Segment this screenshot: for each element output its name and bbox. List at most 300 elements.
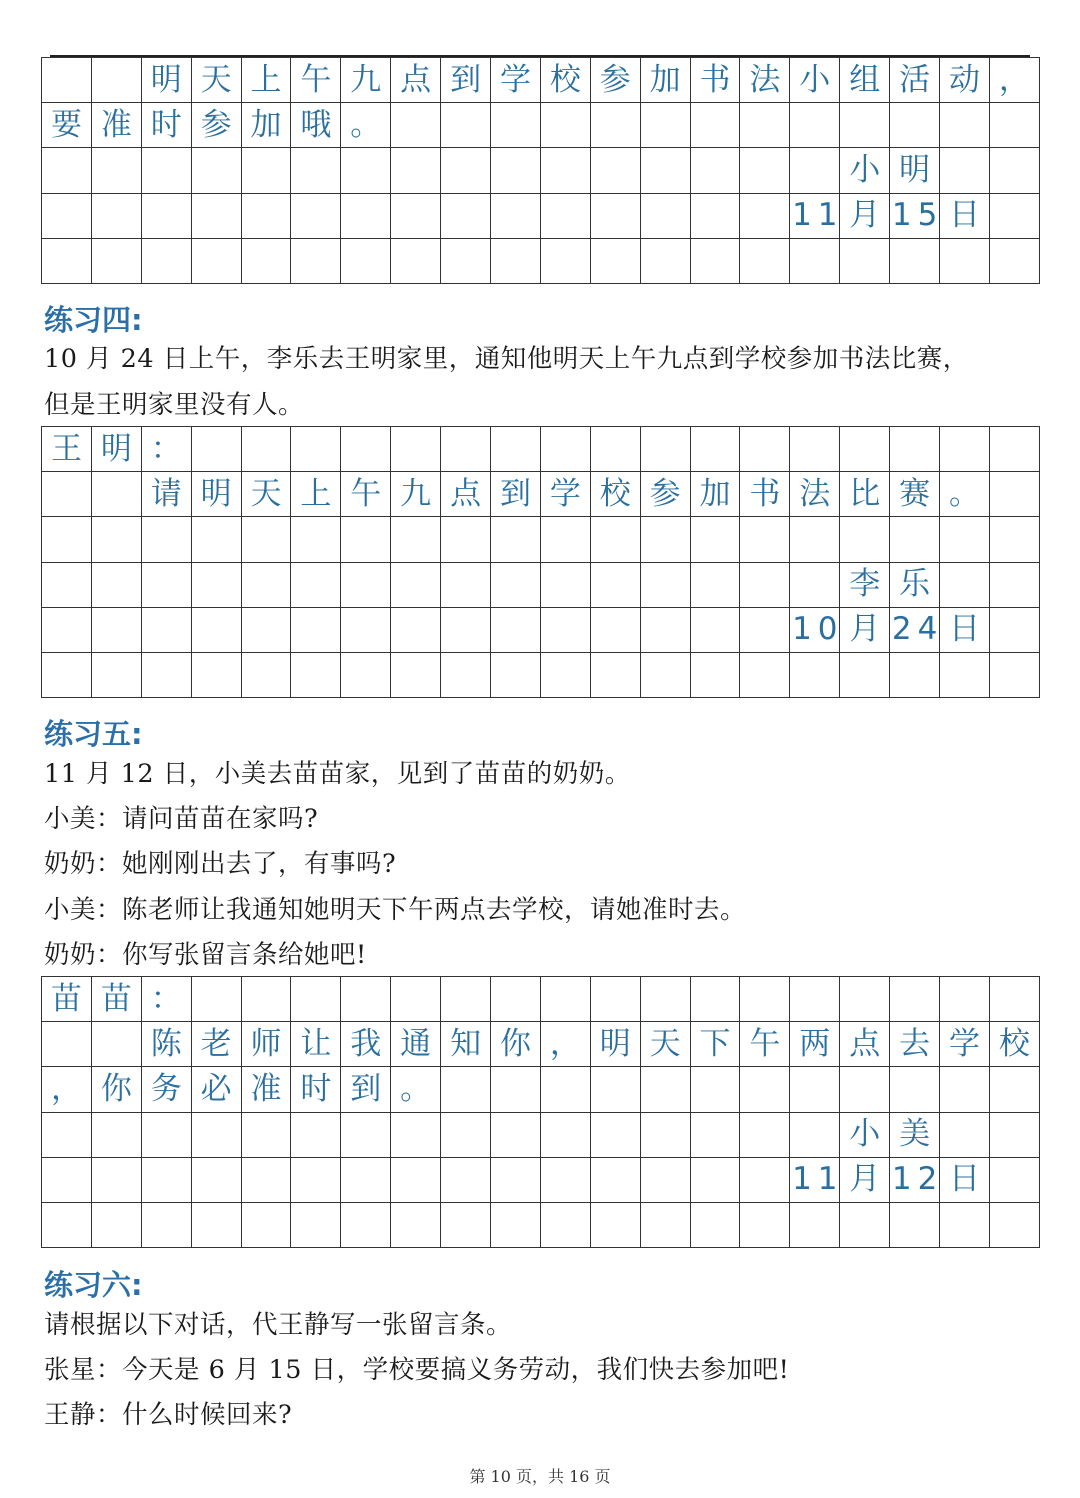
exercise-5-line-3: 奶奶：她刚刚出去了，有事吗? <box>44 849 397 879</box>
grid-cell <box>391 517 441 562</box>
grid-cell <box>441 517 491 562</box>
grid-cell <box>192 977 242 1022</box>
grid-cell <box>242 653 292 698</box>
grid-cell <box>740 148 790 193</box>
grid-cell: 两 <box>790 1022 840 1067</box>
grid-cell: 参 <box>591 58 641 103</box>
grid-cell <box>890 1203 940 1248</box>
grid-cell <box>341 1158 391 1203</box>
grid-cell <box>92 194 142 239</box>
grid-cell <box>691 239 741 284</box>
grid-cell <box>391 977 441 1022</box>
grid-cell <box>691 1158 741 1203</box>
grid-cell: 师 <box>242 1022 292 1067</box>
grid-cell <box>92 653 142 698</box>
grid-cell <box>591 194 641 239</box>
grid-cell <box>940 977 990 1022</box>
grid-cell <box>840 239 890 284</box>
grid-cell <box>42 1158 92 1203</box>
grid-cell <box>441 194 491 239</box>
grid-cell: 必 <box>192 1067 242 1112</box>
grid-cell <box>541 1113 591 1158</box>
grid-cell <box>42 1022 92 1067</box>
grid-cell: 明 <box>192 472 242 517</box>
grid-cell <box>42 517 92 562</box>
grid-cell <box>192 427 242 472</box>
grid-cell <box>591 427 641 472</box>
grid-cell: 要 <box>42 103 92 148</box>
grid-cell: 明 <box>92 427 142 472</box>
grid-cell: 点 <box>840 1022 890 1067</box>
grid-cell <box>192 1113 242 1158</box>
exercise-5-line-4: 小美：陈老师让我通知她明天下午两点去学校，请她准时去。 <box>44 895 747 925</box>
grid-cell: 小 <box>790 58 840 103</box>
grid-cell <box>940 239 990 284</box>
grid-cell <box>790 239 840 284</box>
grid-cell <box>591 1158 641 1203</box>
grid-cell <box>890 517 940 562</box>
grid-cell <box>990 517 1040 562</box>
grid-cell <box>740 103 790 148</box>
grid-cell: ， <box>541 1022 591 1067</box>
grid-cell <box>491 194 541 239</box>
grid-cell <box>740 563 790 608</box>
grid-cell <box>391 103 441 148</box>
grid-cell <box>940 1113 990 1158</box>
grid-cell <box>491 608 541 653</box>
grid-cell <box>641 1158 691 1203</box>
grid-cell <box>291 653 341 698</box>
grid-cell <box>341 517 391 562</box>
grid-cell <box>242 148 292 193</box>
grid-cell: 12 <box>890 1158 940 1203</box>
grid-cell <box>990 427 1040 472</box>
grid-cell <box>441 1067 491 1112</box>
exercise-4-line-1: 10 月 24 日上午，李乐去王明家里，通知他明天上午九点到学校参加书法比赛， <box>44 344 969 374</box>
grid-cell <box>391 1113 441 1158</box>
grid-cell <box>142 1113 192 1158</box>
grid-cell: 美 <box>890 1113 940 1158</box>
grid-cell: 15 <box>890 194 940 239</box>
grid-cell <box>940 653 990 698</box>
grid-cell: 上 <box>242 58 292 103</box>
grid-cell <box>740 427 790 472</box>
grid-cell <box>990 653 1040 698</box>
grid-cell <box>242 563 292 608</box>
grid-cell: 老 <box>192 1022 242 1067</box>
grid-cell <box>491 653 541 698</box>
grid-cell <box>92 472 142 517</box>
grid-cell <box>691 427 741 472</box>
grid-cell <box>441 653 491 698</box>
grid-cell: 加 <box>691 472 741 517</box>
grid-cell <box>541 427 591 472</box>
grid-cell <box>740 1203 790 1248</box>
exercise-5-line-2: 小美：请问苗苗在家吗? <box>44 804 319 834</box>
grid-cell <box>840 103 890 148</box>
grid-cell <box>192 563 242 608</box>
grid-cell <box>641 103 691 148</box>
grid-cell: 明 <box>142 58 192 103</box>
grid-cell <box>740 653 790 698</box>
grid-cell <box>641 563 691 608</box>
exercise-4-heading: 练习四: <box>44 303 143 337</box>
grid-cell: 天 <box>192 58 242 103</box>
grid-cell: 苗 <box>42 977 92 1022</box>
grid-cell <box>840 1203 890 1248</box>
grid-cell: 10 <box>790 608 840 653</box>
grid-cell <box>691 103 741 148</box>
grid-cell: 。 <box>341 103 391 148</box>
grid-cell: 准 <box>92 103 142 148</box>
grid-cell <box>142 1203 192 1248</box>
grid-cell <box>291 1158 341 1203</box>
grid-cell <box>790 148 840 193</box>
grid-cell <box>940 427 990 472</box>
grid-cell <box>491 239 541 284</box>
grid-cell <box>691 653 741 698</box>
grid-cell <box>740 1158 790 1203</box>
grid-cell <box>491 1158 541 1203</box>
grid-cell <box>92 1203 142 1248</box>
grid-cell <box>192 653 242 698</box>
grid-cell <box>990 472 1040 517</box>
grid-cell <box>790 653 840 698</box>
grid-cell <box>441 563 491 608</box>
grid-cell <box>641 1203 691 1248</box>
writing-grid-exercise-4 <box>41 426 1040 698</box>
grid-cell <box>541 563 591 608</box>
grid-cell <box>940 517 990 562</box>
grid-cell <box>691 1067 741 1112</box>
grid-cell <box>990 1113 1040 1158</box>
grid-cell <box>142 517 192 562</box>
grid-cell <box>740 1113 790 1158</box>
grid-cell <box>291 239 341 284</box>
grid-cell <box>341 1203 391 1248</box>
grid-cell <box>242 239 292 284</box>
grid-cell <box>192 608 242 653</box>
grid-cell <box>142 563 192 608</box>
grid-cell <box>491 517 541 562</box>
grid-cell: 月 <box>840 1158 890 1203</box>
grid-cell: 时 <box>291 1067 341 1112</box>
grid-cell: 小 <box>840 1113 890 1158</box>
grid-cell: 李 <box>840 563 890 608</box>
grid-cell <box>42 148 92 193</box>
exercise-6-line-2: 张星：今天是 6 月 15 日，学校要搞义务劳动，我们快去参加吧! <box>44 1355 790 1385</box>
grid-cell <box>192 148 242 193</box>
grid-cell <box>790 427 840 472</box>
grid-cell <box>92 563 142 608</box>
grid-cell <box>341 148 391 193</box>
grid-cell <box>890 239 940 284</box>
grid-cell <box>541 194 591 239</box>
grid-cell <box>391 653 441 698</box>
grid-cell <box>591 608 641 653</box>
grid-cell <box>790 1203 840 1248</box>
grid-cell <box>291 427 341 472</box>
grid-cell <box>142 608 192 653</box>
grid-cell <box>391 239 441 284</box>
grid-cell <box>940 103 990 148</box>
grid-cell <box>242 977 292 1022</box>
grid-cell <box>92 608 142 653</box>
grid-cell <box>291 1113 341 1158</box>
page-footer: 第 10 页，共 16 页 <box>469 1467 611 1486</box>
grid-cell <box>641 653 691 698</box>
grid-cell <box>940 1067 990 1112</box>
grid-cell: 11 <box>790 1158 840 1203</box>
grid-cell: 组 <box>840 58 890 103</box>
grid-cell: 你 <box>491 1022 541 1067</box>
grid-cell <box>242 1158 292 1203</box>
grid-cell: 午 <box>740 1022 790 1067</box>
grid-cell <box>491 148 541 193</box>
grid-cell: ： <box>142 427 192 472</box>
grid-cell <box>591 103 641 148</box>
grid-cell: 24 <box>890 608 940 653</box>
grid-cell <box>441 1203 491 1248</box>
grid-cell: 下 <box>691 1022 741 1067</box>
grid-cell <box>92 517 142 562</box>
grid-cell <box>42 1203 92 1248</box>
grid-cell: 点 <box>391 58 441 103</box>
grid-cell <box>790 977 840 1022</box>
grid-cell: ， <box>42 1067 92 1112</box>
grid-cell: 法 <box>740 58 790 103</box>
grid-cell <box>341 977 391 1022</box>
grid-cell <box>341 1113 391 1158</box>
grid-cell: 到 <box>341 1067 391 1112</box>
grid-cell: 王 <box>42 427 92 472</box>
grid-cell <box>242 517 292 562</box>
exercise-5-line-5: 奶奶：你写张留言条给她吧! <box>44 940 367 970</box>
grid-cell <box>291 563 341 608</box>
writing-grid-exercise-3 <box>41 57 1040 284</box>
grid-cell <box>641 517 691 562</box>
grid-cell <box>242 1203 292 1248</box>
grid-cell: ， <box>990 58 1040 103</box>
grid-cell <box>391 194 441 239</box>
grid-cell <box>591 1203 641 1248</box>
grid-cell <box>740 608 790 653</box>
grid-cell: 明 <box>591 1022 641 1067</box>
grid-cell <box>641 977 691 1022</box>
grid-cell <box>441 608 491 653</box>
grid-cell <box>691 977 741 1022</box>
grid-cell: 。 <box>940 472 990 517</box>
grid-cell <box>42 239 92 284</box>
grid-cell <box>541 1067 591 1112</box>
grid-cell <box>491 563 541 608</box>
grid-cell: 日 <box>940 608 990 653</box>
grid-cell <box>591 653 641 698</box>
grid-cell <box>441 977 491 1022</box>
grid-cell: 陈 <box>142 1022 192 1067</box>
grid-cell <box>242 1113 292 1158</box>
grid-cell: 活 <box>890 58 940 103</box>
grid-cell <box>740 194 790 239</box>
grid-cell <box>491 1203 541 1248</box>
grid-cell <box>990 103 1040 148</box>
grid-cell <box>840 517 890 562</box>
grid-cell <box>391 1203 441 1248</box>
grid-cell: 准 <box>242 1067 292 1112</box>
grid-cell <box>491 427 541 472</box>
grid-cell <box>641 148 691 193</box>
grid-cell <box>990 977 1040 1022</box>
grid-cell: 通 <box>391 1022 441 1067</box>
grid-cell <box>691 148 741 193</box>
writing-grid-exercise-5 <box>41 976 1040 1248</box>
grid-cell <box>591 977 641 1022</box>
grid-cell: 加 <box>242 103 292 148</box>
grid-cell <box>441 239 491 284</box>
grid-cell: 乐 <box>890 563 940 608</box>
grid-cell <box>990 563 1040 608</box>
grid-cell <box>890 427 940 472</box>
grid-cell: ： <box>142 977 192 1022</box>
grid-cell: 点 <box>441 472 491 517</box>
grid-cell: 午 <box>341 472 391 517</box>
grid-cell <box>92 148 142 193</box>
grid-cell <box>541 103 591 148</box>
grid-cell <box>740 239 790 284</box>
grid-cell <box>242 608 292 653</box>
grid-cell <box>641 194 691 239</box>
grid-cell <box>890 653 940 698</box>
grid-cell: 九 <box>341 58 391 103</box>
grid-cell <box>42 1113 92 1158</box>
grid-cell <box>541 148 591 193</box>
grid-cell: 哦 <box>291 103 341 148</box>
grid-cell <box>541 1158 591 1203</box>
grid-cell: 加 <box>641 58 691 103</box>
grid-cell <box>142 1158 192 1203</box>
grid-cell: 到 <box>441 58 491 103</box>
grid-cell <box>192 517 242 562</box>
grid-cell <box>541 608 591 653</box>
grid-cell <box>790 1067 840 1112</box>
grid-cell <box>92 58 142 103</box>
grid-cell: 天 <box>242 472 292 517</box>
grid-cell: 参 <box>641 472 691 517</box>
grid-cell <box>192 194 242 239</box>
grid-cell <box>890 977 940 1022</box>
grid-cell <box>541 653 591 698</box>
grid-cell <box>192 1158 242 1203</box>
grid-cell <box>840 653 890 698</box>
grid-cell <box>641 239 691 284</box>
grid-cell <box>840 1067 890 1112</box>
grid-cell <box>391 608 441 653</box>
grid-cell: 11 <box>790 194 840 239</box>
grid-cell <box>641 608 691 653</box>
grid-cell <box>341 194 391 239</box>
grid-cell <box>740 1067 790 1112</box>
grid-cell: 参 <box>192 103 242 148</box>
grid-cell <box>591 148 641 193</box>
grid-cell <box>591 563 641 608</box>
grid-cell <box>541 239 591 284</box>
grid-cell: 日 <box>940 194 990 239</box>
grid-cell <box>990 194 1040 239</box>
grid-cell <box>291 148 341 193</box>
grid-cell <box>691 608 741 653</box>
grid-cell <box>541 977 591 1022</box>
grid-cell <box>641 1067 691 1112</box>
grid-cell <box>441 103 491 148</box>
grid-cell <box>790 1113 840 1158</box>
grid-cell <box>291 517 341 562</box>
grid-cell <box>890 1067 940 1112</box>
grid-cell: 法 <box>790 472 840 517</box>
grid-cell <box>441 1158 491 1203</box>
grid-cell: 学 <box>491 58 541 103</box>
grid-cell <box>142 194 192 239</box>
grid-cell <box>541 1203 591 1248</box>
grid-cell: 到 <box>491 472 541 517</box>
grid-cell: 九 <box>391 472 441 517</box>
grid-cell: 明 <box>890 148 940 193</box>
grid-cell: 午 <box>291 58 341 103</box>
grid-cell: 你 <box>92 1067 142 1112</box>
grid-cell <box>92 1022 142 1067</box>
grid-cell <box>391 427 441 472</box>
grid-cell <box>990 1158 1040 1203</box>
grid-cell <box>790 517 840 562</box>
exercise-5-heading: 练习五: <box>44 717 143 751</box>
grid-cell <box>691 517 741 562</box>
grid-cell <box>42 608 92 653</box>
grid-cell <box>840 427 890 472</box>
grid-cell <box>341 427 391 472</box>
grid-cell: 请 <box>142 472 192 517</box>
grid-cell <box>691 563 741 608</box>
grid-cell <box>291 608 341 653</box>
grid-cell: 务 <box>142 1067 192 1112</box>
grid-cell: 我 <box>341 1022 391 1067</box>
grid-cell: 苗 <box>92 977 142 1022</box>
grid-cell: 比 <box>840 472 890 517</box>
grid-cell: 校 <box>591 472 641 517</box>
grid-cell: 天 <box>641 1022 691 1067</box>
grid-cell <box>591 517 641 562</box>
grid-cell <box>691 1203 741 1248</box>
grid-cell <box>940 563 990 608</box>
grid-cell: 让 <box>291 1022 341 1067</box>
exercise-4-line-2: 但是王明家里没有人。 <box>44 390 305 420</box>
grid-cell: 书 <box>691 58 741 103</box>
grid-cell: 书 <box>740 472 790 517</box>
grid-cell <box>591 1067 641 1112</box>
grid-cell <box>890 103 940 148</box>
grid-cell: 月 <box>840 194 890 239</box>
grid-cell <box>641 427 691 472</box>
grid-cell <box>441 1113 491 1158</box>
grid-cell <box>142 239 192 284</box>
grid-cell <box>42 653 92 698</box>
grid-cell <box>291 194 341 239</box>
grid-cell <box>341 239 391 284</box>
grid-cell <box>441 427 491 472</box>
exercise-5-line-1: 11 月 12 日，小美去苗苗家，见到了苗苗的奶奶。 <box>44 759 631 789</box>
grid-cell <box>990 239 1040 284</box>
grid-cell: 小 <box>840 148 890 193</box>
grid-cell: 时 <box>142 103 192 148</box>
grid-cell <box>391 148 441 193</box>
